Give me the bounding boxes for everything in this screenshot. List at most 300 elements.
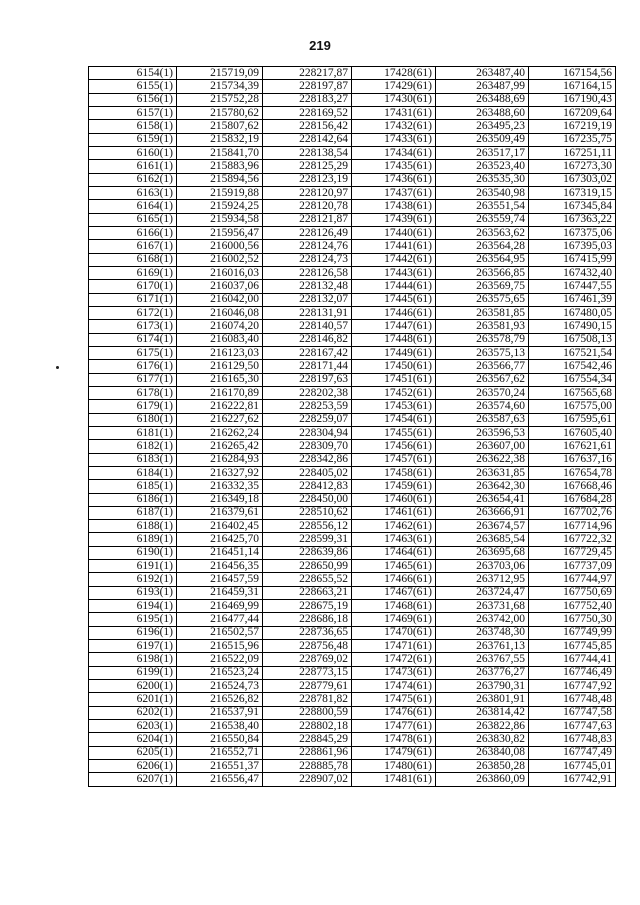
cell-point-id-right: 17480(61) — [352, 760, 436, 773]
cell-y-left: 228126,49 — [263, 226, 352, 239]
table-row — [89, 253, 616, 266]
table-row — [89, 266, 616, 279]
cell-y-left: 228736,65 — [263, 626, 352, 639]
cell-point-id-right: 17473(61) — [352, 666, 436, 679]
cell-y-left: 228197,63 — [263, 373, 352, 386]
cell-y-left: 228142,64 — [263, 133, 352, 146]
cell-x-right: 263666,91 — [436, 506, 529, 519]
cell-x-right: 263581,85 — [436, 306, 529, 319]
cell-y-left: 228125,29 — [263, 160, 352, 173]
cell-point-id-left: 6193(1) — [89, 586, 177, 599]
cell-y-left: 228183,27 — [263, 93, 352, 106]
cell-point-id-left: 6158(1) — [89, 120, 177, 133]
cell-x-right: 263654,41 — [436, 493, 529, 506]
cell-y-left: 228131,91 — [263, 306, 352, 319]
cell-point-id-right: 17429(61) — [352, 80, 436, 93]
cell-y-right: 167745,85 — [529, 640, 616, 653]
cell-x-right: 263801,91 — [436, 693, 529, 706]
cell-point-id-right: 17460(61) — [352, 493, 436, 506]
cell-x-left: 216524,73 — [177, 680, 263, 693]
cell-x-right: 263488,69 — [436, 93, 529, 106]
cell-point-id-left: 6207(1) — [89, 773, 177, 786]
cell-y-left: 228217,87 — [263, 67, 352, 80]
cell-x-right: 263748,30 — [436, 626, 529, 639]
cell-x-left: 216456,35 — [177, 560, 263, 573]
cell-y-left: 228156,42 — [263, 120, 352, 133]
table-row — [89, 293, 616, 306]
cell-y-right: 167637,16 — [529, 453, 616, 466]
table-row — [89, 426, 616, 439]
cell-y-right: 167714,96 — [529, 520, 616, 533]
cell-x-left: 216165,30 — [177, 373, 263, 386]
cell-x-left: 216523,24 — [177, 666, 263, 679]
cell-point-id-right: 17453(61) — [352, 400, 436, 413]
cell-point-id-left: 6164(1) — [89, 200, 177, 213]
table-row — [89, 453, 616, 466]
cell-x-left: 215807,62 — [177, 120, 263, 133]
cell-point-id-right: 17458(61) — [352, 466, 436, 479]
cell-x-left: 215719,09 — [177, 67, 263, 80]
cell-x-right: 263569,75 — [436, 280, 529, 293]
cell-x-left: 216046,08 — [177, 306, 263, 319]
cell-x-left: 215734,39 — [177, 80, 263, 93]
table-row — [89, 213, 616, 226]
cell-point-id-right: 17481(61) — [352, 773, 436, 786]
cell-point-id-right: 17448(61) — [352, 333, 436, 346]
cell-y-right: 167363,22 — [529, 213, 616, 226]
table-row — [89, 280, 616, 293]
cell-y-right: 167654,78 — [529, 466, 616, 479]
cell-point-id-left: 6169(1) — [89, 266, 177, 279]
cell-y-right: 167432,40 — [529, 266, 616, 279]
cell-x-left: 216170,89 — [177, 386, 263, 399]
page-number: 219 — [309, 38, 331, 53]
cell-x-left: 216515,96 — [177, 640, 263, 653]
cell-point-id-left: 6167(1) — [89, 240, 177, 253]
cell-x-left: 216502,57 — [177, 626, 263, 639]
cell-x-right: 263587,63 — [436, 413, 529, 426]
cell-point-id-right: 17447(61) — [352, 320, 436, 333]
cell-x-left: 216000,56 — [177, 240, 263, 253]
table-row — [89, 640, 616, 653]
cell-x-left: 216074,20 — [177, 320, 263, 333]
cell-y-right: 167744,97 — [529, 573, 616, 586]
cell-x-left: 216522,09 — [177, 653, 263, 666]
table-row — [89, 320, 616, 333]
cell-point-id-left: 6181(1) — [89, 426, 177, 439]
cell-x-right: 263761,13 — [436, 640, 529, 653]
cell-point-id-right: 17463(61) — [352, 533, 436, 546]
table-row — [89, 706, 616, 719]
cell-y-right: 167319,15 — [529, 186, 616, 199]
cell-point-id-right: 17471(61) — [352, 640, 436, 653]
cell-y-left: 228171,44 — [263, 360, 352, 373]
cell-point-id-left: 6184(1) — [89, 466, 177, 479]
cell-point-id-left: 6174(1) — [89, 333, 177, 346]
table-row — [89, 746, 616, 759]
cell-x-right: 263523,40 — [436, 160, 529, 173]
cell-y-left: 228802,18 — [263, 720, 352, 733]
cell-point-id-right: 17441(61) — [352, 240, 436, 253]
cell-y-right: 167154,56 — [529, 67, 616, 80]
cell-x-right: 263840,08 — [436, 746, 529, 759]
cell-point-id-left: 6196(1) — [89, 626, 177, 639]
cell-point-id-left: 6201(1) — [89, 693, 177, 706]
cell-x-right: 263742,00 — [436, 613, 529, 626]
table-row — [89, 600, 616, 613]
cell-x-left: 216477,44 — [177, 613, 263, 626]
cell-y-right: 167747,58 — [529, 706, 616, 719]
cell-y-left: 228599,31 — [263, 533, 352, 546]
cell-point-id-left: 6160(1) — [89, 146, 177, 159]
cell-point-id-left: 6161(1) — [89, 160, 177, 173]
cell-point-id-right: 17461(61) — [352, 506, 436, 519]
cell-point-id-right: 17454(61) — [352, 413, 436, 426]
table-row — [89, 493, 616, 506]
cell-point-id-left: 6166(1) — [89, 226, 177, 239]
cell-x-right: 263703,06 — [436, 560, 529, 573]
cell-x-left: 216526,82 — [177, 693, 263, 706]
cell-y-left: 228169,52 — [263, 106, 352, 119]
cell-x-left: 216002,52 — [177, 253, 263, 266]
cell-y-left: 228556,12 — [263, 520, 352, 533]
table-row — [89, 733, 616, 746]
cell-point-id-right: 17466(61) — [352, 573, 436, 586]
cell-x-right: 263535,30 — [436, 173, 529, 186]
cell-y-right: 167684,28 — [529, 493, 616, 506]
cell-x-right: 263695,68 — [436, 546, 529, 559]
cell-x-left: 216083,40 — [177, 333, 263, 346]
table-row — [89, 400, 616, 413]
cell-point-id-right: 17456(61) — [352, 440, 436, 453]
cell-point-id-right: 17433(61) — [352, 133, 436, 146]
cell-point-id-right: 17443(61) — [352, 266, 436, 279]
cell-x-left: 216332,35 — [177, 480, 263, 493]
cell-x-right: 263860,09 — [436, 773, 529, 786]
stray-dot — [56, 366, 59, 369]
table-row — [89, 186, 616, 199]
cell-y-left: 228650,99 — [263, 560, 352, 573]
cell-y-left: 228773,15 — [263, 666, 352, 679]
cell-y-right: 167750,69 — [529, 586, 616, 599]
cell-y-right: 167251,11 — [529, 146, 616, 159]
cell-point-id-left: 6185(1) — [89, 480, 177, 493]
cell-y-left: 228756,48 — [263, 640, 352, 653]
cell-y-right: 167235,75 — [529, 133, 616, 146]
cell-y-left: 228663,21 — [263, 586, 352, 599]
cell-y-right: 167565,68 — [529, 386, 616, 399]
cell-y-left: 228861,96 — [263, 746, 352, 759]
cell-point-id-left: 6194(1) — [89, 600, 177, 613]
table-row — [89, 106, 616, 119]
table-row — [89, 720, 616, 733]
cell-x-right: 263487,99 — [436, 80, 529, 93]
cell-y-left: 228120,97 — [263, 186, 352, 199]
cell-point-id-left: 6204(1) — [89, 733, 177, 746]
cell-y-right: 167748,48 — [529, 693, 616, 706]
cell-point-id-right: 17450(61) — [352, 360, 436, 373]
table-row — [89, 146, 616, 159]
cell-x-left: 215924,25 — [177, 200, 263, 213]
cell-x-left: 216379,61 — [177, 506, 263, 519]
table-row — [89, 80, 616, 93]
cell-point-id-right: 17472(61) — [352, 653, 436, 666]
table-row — [89, 373, 616, 386]
cell-x-left: 216459,31 — [177, 586, 263, 599]
cell-point-id-left: 6197(1) — [89, 640, 177, 653]
cell-y-right: 167395,03 — [529, 240, 616, 253]
cell-x-right: 263622,38 — [436, 453, 529, 466]
cell-y-left: 228138,54 — [263, 146, 352, 159]
cell-x-left: 216550,84 — [177, 733, 263, 746]
cell-x-left: 216457,59 — [177, 573, 263, 586]
cell-x-right: 263642,30 — [436, 480, 529, 493]
cell-x-left: 216037,06 — [177, 280, 263, 293]
cell-point-id-right: 17462(61) — [352, 520, 436, 533]
cell-y-right: 167745,01 — [529, 760, 616, 773]
table-row — [89, 360, 616, 373]
cell-point-id-right: 17475(61) — [352, 693, 436, 706]
cell-y-right: 167668,46 — [529, 480, 616, 493]
table-row — [89, 546, 616, 559]
table-row — [89, 573, 616, 586]
cell-point-id-right: 17459(61) — [352, 480, 436, 493]
cell-x-right: 263596,53 — [436, 426, 529, 439]
cell-y-left: 228412,83 — [263, 480, 352, 493]
cell-point-id-right: 17440(61) — [352, 226, 436, 239]
cell-y-right: 167273,30 — [529, 160, 616, 173]
cell-point-id-right: 17474(61) — [352, 680, 436, 693]
cell-x-left: 215780,62 — [177, 106, 263, 119]
table-row — [89, 386, 616, 399]
cell-x-left: 216222,81 — [177, 400, 263, 413]
cell-x-left: 216327,92 — [177, 466, 263, 479]
cell-y-left: 228123,19 — [263, 173, 352, 186]
cell-point-id-left: 6203(1) — [89, 720, 177, 733]
table-row — [89, 533, 616, 546]
cell-x-right: 263724,47 — [436, 586, 529, 599]
cell-y-right: 167702,76 — [529, 506, 616, 519]
cell-x-left: 215841,70 — [177, 146, 263, 159]
cell-y-left: 228304,94 — [263, 426, 352, 439]
table-row — [89, 440, 616, 453]
cell-point-id-right: 17477(61) — [352, 720, 436, 733]
cell-y-right: 167722,32 — [529, 533, 616, 546]
cell-point-id-right: 17478(61) — [352, 733, 436, 746]
cell-point-id-right: 17455(61) — [352, 426, 436, 439]
cell-y-right: 167521,54 — [529, 346, 616, 359]
cell-x-right: 263575,65 — [436, 293, 529, 306]
cell-x-right: 263488,60 — [436, 106, 529, 119]
cell-point-id-right: 17452(61) — [352, 386, 436, 399]
cell-point-id-right: 17430(61) — [352, 93, 436, 106]
cell-point-id-left: 6162(1) — [89, 173, 177, 186]
cell-point-id-right: 17439(61) — [352, 213, 436, 226]
cell-y-right: 167748,83 — [529, 733, 616, 746]
cell-x-right: 263674,57 — [436, 520, 529, 533]
cell-y-right: 167209,64 — [529, 106, 616, 119]
cell-point-id-right: 17451(61) — [352, 373, 436, 386]
table-row — [89, 240, 616, 253]
cell-x-right: 263551,54 — [436, 200, 529, 213]
cell-x-right: 263570,24 — [436, 386, 529, 399]
table-row — [89, 160, 616, 173]
cell-y-right: 167554,34 — [529, 373, 616, 386]
cell-y-left: 228510,62 — [263, 506, 352, 519]
cell-x-left: 216016,03 — [177, 266, 263, 279]
cell-y-right: 167190,43 — [529, 93, 616, 106]
cell-y-left: 228686,18 — [263, 613, 352, 626]
cell-y-right: 167621,61 — [529, 440, 616, 453]
table-row — [89, 133, 616, 146]
cell-x-left: 215919,88 — [177, 186, 263, 199]
cell-y-left: 228253,59 — [263, 400, 352, 413]
cell-x-left: 216552,71 — [177, 746, 263, 759]
table-row — [89, 306, 616, 319]
cell-y-right: 167737,09 — [529, 560, 616, 573]
cell-y-left: 228885,78 — [263, 760, 352, 773]
cell-y-right: 167490,15 — [529, 320, 616, 333]
cell-point-id-left: 6168(1) — [89, 253, 177, 266]
cell-point-id-left: 6156(1) — [89, 93, 177, 106]
cell-x-right: 263566,77 — [436, 360, 529, 373]
cell-y-left: 228140,57 — [263, 320, 352, 333]
cell-y-left: 228120,78 — [263, 200, 352, 213]
cell-point-id-right: 17468(61) — [352, 600, 436, 613]
cell-y-left: 228450,00 — [263, 493, 352, 506]
cell-y-left: 228309,70 — [263, 440, 352, 453]
cell-point-id-left: 6154(1) — [89, 67, 177, 80]
cell-x-right: 263814,42 — [436, 706, 529, 719]
cell-y-left: 228675,19 — [263, 600, 352, 613]
cell-y-right: 167575,00 — [529, 400, 616, 413]
cell-y-left: 228779,61 — [263, 680, 352, 693]
cell-y-right: 167605,40 — [529, 426, 616, 439]
cell-y-right: 167595,61 — [529, 413, 616, 426]
cell-point-id-right: 17446(61) — [352, 306, 436, 319]
cell-x-right: 263564,95 — [436, 253, 529, 266]
cell-point-id-left: 6188(1) — [89, 520, 177, 533]
cell-x-left: 215752,28 — [177, 93, 263, 106]
table-row — [89, 67, 616, 80]
cell-x-right: 263790,31 — [436, 680, 529, 693]
cell-x-left: 216402,45 — [177, 520, 263, 533]
cell-y-right: 167747,63 — [529, 720, 616, 733]
cell-x-left: 215832,19 — [177, 133, 263, 146]
cell-point-id-right: 17469(61) — [352, 613, 436, 626]
table-row — [89, 626, 616, 639]
cell-point-id-right: 17428(61) — [352, 67, 436, 80]
cell-point-id-right: 17467(61) — [352, 586, 436, 599]
cell-x-right: 263567,62 — [436, 373, 529, 386]
table-row — [89, 586, 616, 599]
cell-x-left: 216551,37 — [177, 760, 263, 773]
cell-y-left: 228197,87 — [263, 80, 352, 93]
table-row — [89, 693, 616, 706]
cell-x-right: 263509,49 — [436, 133, 529, 146]
cell-y-right: 167508,13 — [529, 333, 616, 346]
cell-x-right: 263575,13 — [436, 346, 529, 359]
cell-y-left: 228126,58 — [263, 266, 352, 279]
cell-point-id-right: 17457(61) — [352, 453, 436, 466]
cell-y-left: 228259,07 — [263, 413, 352, 426]
cell-y-right: 167747,49 — [529, 746, 616, 759]
cell-point-id-left: 6176(1) — [89, 360, 177, 373]
cell-point-id-left: 6187(1) — [89, 506, 177, 519]
cell-y-right: 167461,39 — [529, 293, 616, 306]
table-row — [89, 93, 616, 106]
cell-point-id-right: 17479(61) — [352, 746, 436, 759]
cell-y-left: 228132,07 — [263, 293, 352, 306]
cell-x-left: 216537,91 — [177, 706, 263, 719]
coordinates-table — [88, 66, 616, 787]
table-row — [89, 613, 616, 626]
cell-x-right: 263559,74 — [436, 213, 529, 226]
cell-y-left: 228781,82 — [263, 693, 352, 706]
cell-point-id-left: 6200(1) — [89, 680, 177, 693]
cell-x-right: 263767,55 — [436, 653, 529, 666]
cell-x-left: 216451,14 — [177, 546, 263, 559]
cell-point-id-right: 17434(61) — [352, 146, 436, 159]
cell-x-right: 263487,40 — [436, 67, 529, 80]
cell-point-id-right: 17470(61) — [352, 626, 436, 639]
cell-x-left: 216123,03 — [177, 346, 263, 359]
cell-point-id-right: 17431(61) — [352, 106, 436, 119]
cell-point-id-left: 6180(1) — [89, 413, 177, 426]
cell-y-right: 167542,46 — [529, 360, 616, 373]
cell-y-left: 228124,76 — [263, 240, 352, 253]
cell-point-id-right: 17432(61) — [352, 120, 436, 133]
cell-y-right: 167729,45 — [529, 546, 616, 559]
cell-point-id-right: 17444(61) — [352, 280, 436, 293]
cell-point-id-left: 6186(1) — [89, 493, 177, 506]
cell-y-left: 228342,86 — [263, 453, 352, 466]
cell-point-id-right: 17437(61) — [352, 186, 436, 199]
cell-point-id-right: 17449(61) — [352, 346, 436, 359]
cell-point-id-left: 6170(1) — [89, 280, 177, 293]
cell-x-right: 263517,17 — [436, 146, 529, 159]
cell-x-left: 215934,58 — [177, 213, 263, 226]
cell-x-right: 263731,68 — [436, 600, 529, 613]
cell-x-right: 263540,98 — [436, 186, 529, 199]
table-row — [89, 506, 616, 519]
cell-x-right: 263574,60 — [436, 400, 529, 413]
cell-point-id-left: 6198(1) — [89, 653, 177, 666]
cell-x-left: 216262,24 — [177, 426, 263, 439]
cell-y-left: 228405,02 — [263, 466, 352, 479]
cell-x-left: 215883,96 — [177, 160, 263, 173]
cell-point-id-left: 6189(1) — [89, 533, 177, 546]
cell-y-right: 167164,15 — [529, 80, 616, 93]
cell-x-left: 216556,47 — [177, 773, 263, 786]
cell-point-id-right: 17435(61) — [352, 160, 436, 173]
table-row — [89, 120, 616, 133]
cell-point-id-left: 6195(1) — [89, 613, 177, 626]
cell-x-right: 263685,54 — [436, 533, 529, 546]
cell-x-left: 215894,56 — [177, 173, 263, 186]
cell-y-left: 228907,02 — [263, 773, 352, 786]
cell-point-id-left: 6179(1) — [89, 400, 177, 413]
cell-y-right: 167749,99 — [529, 626, 616, 639]
cell-x-right: 263822,86 — [436, 720, 529, 733]
cell-x-right: 263607,00 — [436, 440, 529, 453]
cell-x-left: 216265,42 — [177, 440, 263, 453]
cell-y-right: 167744,41 — [529, 653, 616, 666]
cell-x-left: 216469,99 — [177, 600, 263, 613]
table-row — [89, 333, 616, 346]
table-row — [89, 466, 616, 479]
cell-point-id-left: 6163(1) — [89, 186, 177, 199]
